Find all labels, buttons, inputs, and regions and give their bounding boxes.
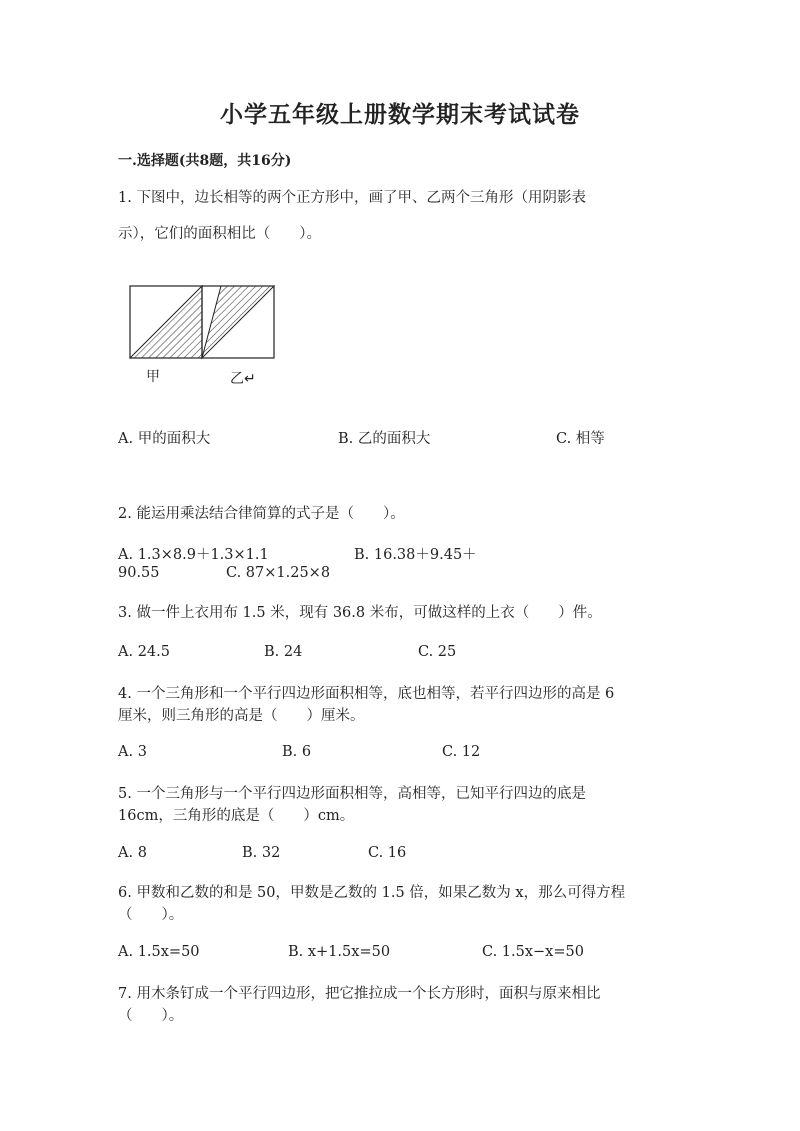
section-heading: 一.选择题(共8题，共16分) [118, 153, 292, 169]
question-3-option-b: B. 24 [264, 644, 303, 660]
question-3-option-c: C. 25 [418, 644, 457, 660]
question-6-option-c: C. 1.5x−x=50 [482, 944, 584, 960]
question-3-line-1: 3. 做一件上衣用布 1.5 米，现有 36.8 米布，可做这样的上衣（ ）件。 [118, 605, 602, 621]
question-2-option-b: B. 16.38＋9.45＋ [354, 547, 477, 563]
question-5-option-b: B. 32 [242, 845, 281, 861]
question-4-line-1: 4. 一个三角形和一个平行四边形面积相等，底也相等，若平行四边形的高是 6 [118, 686, 615, 702]
question-2-line-1: 2. 能运用乘法结合律简算的式子是（ ）。 [118, 506, 405, 522]
page-title: 小学五年级上册数学期末考试试卷 [220, 101, 580, 128]
question-2-option-b-cont: 90.55 [118, 565, 160, 581]
question-1-option-c: C. 相等 [556, 431, 605, 447]
figure-label-yi: 乙↵ [230, 371, 256, 387]
question-6-line-2: （ ）。 [118, 907, 184, 923]
question-5-line-2: 16cm，三角形的底是（ ）cm。 [118, 808, 355, 824]
question-4-option-c: C. 12 [442, 744, 481, 760]
question-1-option-a: A. 甲的面积大 [118, 431, 211, 447]
question-4-option-a: A. 3 [118, 744, 147, 760]
question-7-line-2: （ ）。 [118, 1008, 184, 1024]
question-1-line-1: 1. 下图中，边长相等的两个正方形中，画了甲、乙两个三角形（用阴影表 [118, 190, 586, 206]
question-6-line-1: 6. 甲数和乙数的和是 50，甲数是乙数的 1.5 倍，如果乙数为 x，那么可得方程 [118, 885, 626, 901]
figure-label-jia: 甲 [146, 369, 160, 385]
question-6-option-a: A. 1.5x=50 [118, 944, 200, 960]
question-1-line-2: 示），它们的面积相比（ ）。 [118, 226, 321, 242]
question-5-option-a: A. 8 [118, 845, 147, 861]
question-2-option-a: A. 1.3×8.9＋1.3×1.1 [118, 547, 269, 563]
question-4-line-2: 厘米，则三角形的高是（ ）厘米。 [118, 708, 365, 724]
question-5-line-1: 5. 一个三角形与一个平行四边形面积相等，高相等，已知平行四边的底是 [118, 786, 586, 802]
triangle-jia [130, 286, 202, 358]
question-4-option-b: B. 6 [282, 744, 312, 760]
question-3-option-a: A. 24.5 [118, 644, 170, 660]
question-2-option-c: C. 87×1.25×8 [226, 565, 331, 581]
triangle-yi [202, 286, 274, 358]
question-5-option-c: C. 16 [368, 845, 407, 861]
question-1-option-b: B. 乙的面积大 [338, 431, 431, 447]
question-6-option-b: B. x+1.5x=50 [288, 944, 391, 960]
question-7-line-1: 7. 用木条钉成一个平行四边形，把它推拉成一个长方形时，面积与原来相比 [118, 986, 601, 1002]
